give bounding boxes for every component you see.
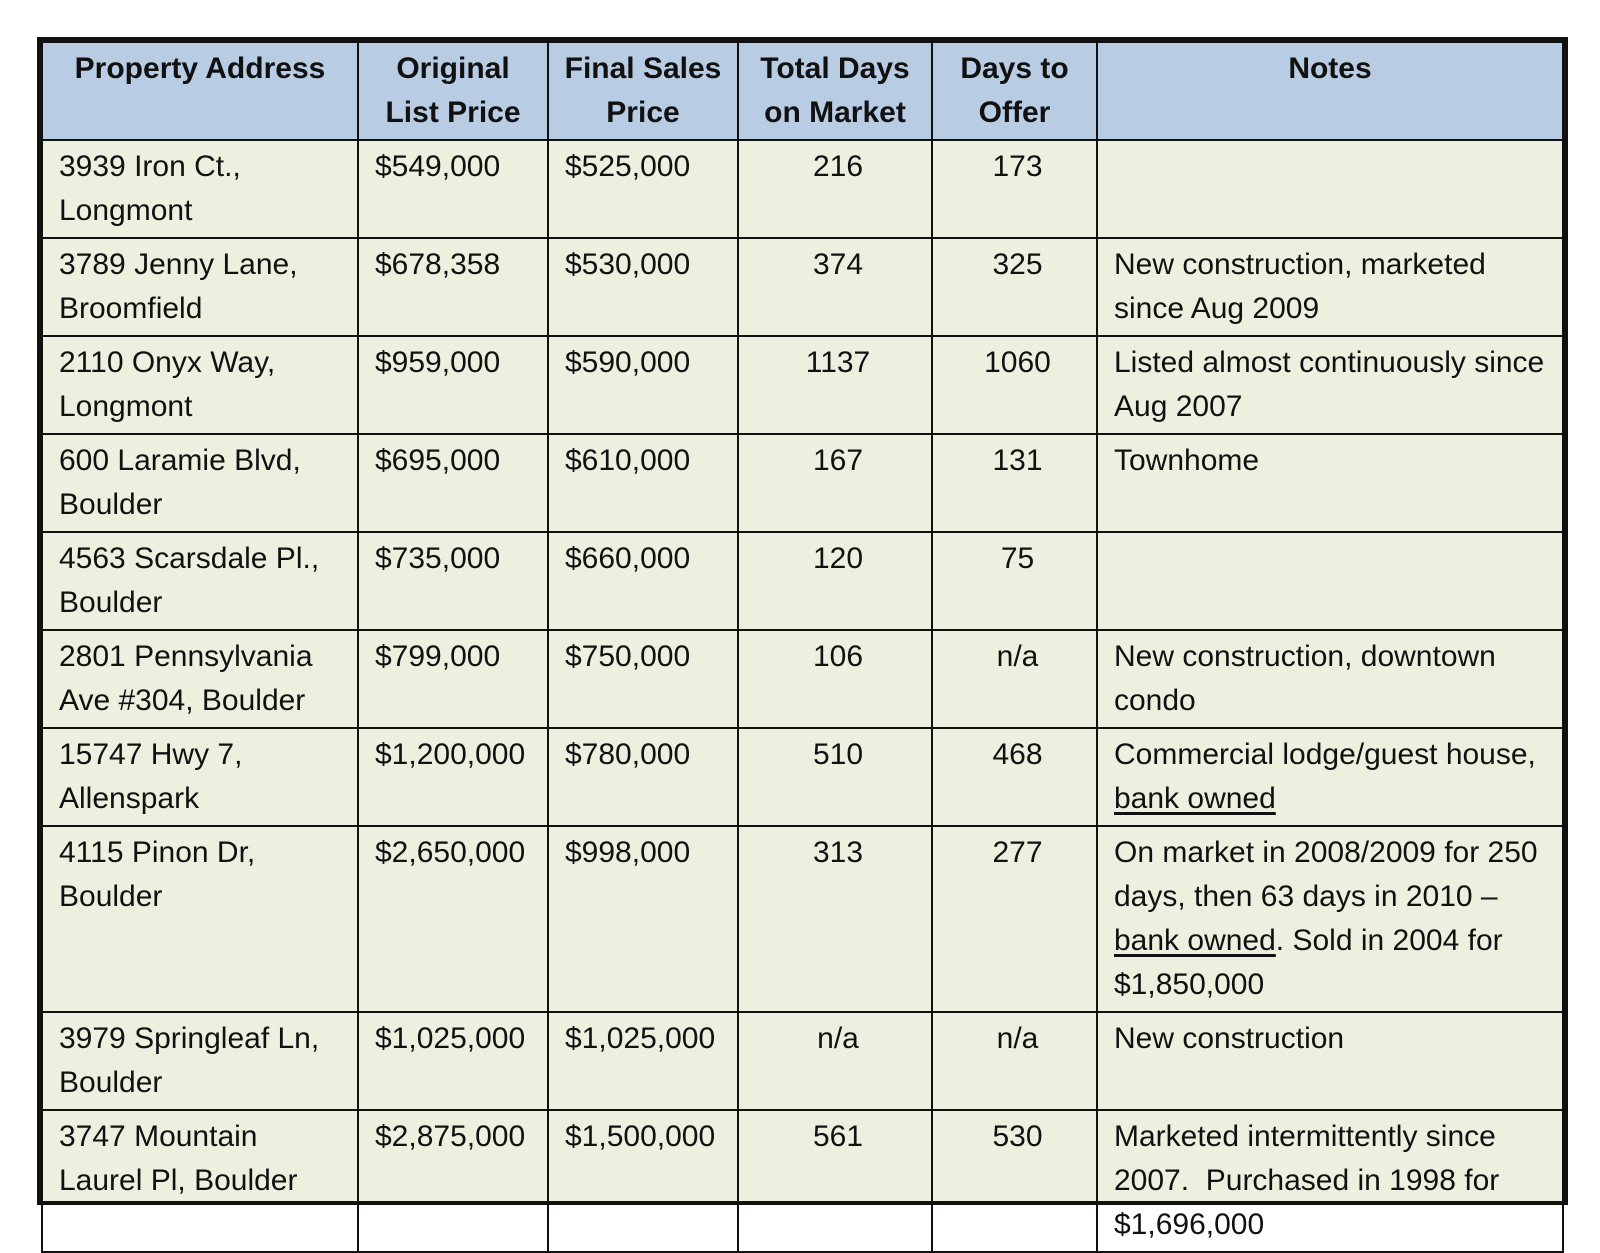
sales-table [41,41,1564,1253]
cell-days-to-offer: n/a [932,630,1097,728]
table-row [42,434,1563,532]
cell-total-days-on-market: 167 [738,434,932,532]
cell-notes: New construction [1097,1012,1563,1110]
cell-final-sales-price: $1,500,000 [548,1110,738,1252]
cell-original-list-price: $549,000 [358,140,548,238]
cell-notes: Townhome [1097,434,1563,532]
cell-days-to-offer: 277 [932,826,1097,1012]
cell-final-sales-price: $998,000 [548,826,738,1012]
cell-final-sales-price: $525,000 [548,140,738,238]
cell-address: 3747 Mountain Laurel Pl, Boulder [42,1110,358,1252]
cell-total-days-on-market: 374 [738,238,932,336]
cell-days-to-offer: n/a [932,1012,1097,1110]
cell-final-sales-price: $590,000 [548,336,738,434]
cell-notes: Listed almost continuously since Aug 2007 [1097,336,1563,434]
notes-text: Commercial lodge/guest house, [1114,738,1536,771]
cell-days-to-offer: 530 [932,1110,1097,1252]
cell-total-days-on-market: 106 [738,630,932,728]
cell-days-to-offer: 131 [932,434,1097,532]
cell-address: 3789 Jenny Lane, Broomfield [42,238,358,336]
notes-underlined-text: bank owned [1114,924,1276,957]
header-property-address: Property Address [42,42,358,140]
table-row [42,140,1563,238]
cell-original-list-price: $959,000 [358,336,548,434]
cell-address: 3979 Springleaf Ln, Boulder [42,1012,358,1110]
notes-text: On market in 2008/2009 for 250 days, then 63 days in 2010 – [1114,836,1538,913]
cell-original-list-price: $1,200,000 [358,728,548,826]
cell-days-to-offer: 1060 [932,336,1097,434]
table-row [42,532,1563,630]
cell-original-list-price: $1,025,000 [358,1012,548,1110]
cell-days-to-offer: 75 [932,532,1097,630]
header-days-to-offer: Days to Offer [932,42,1097,140]
cell-total-days-on-market: 216 [738,140,932,238]
cell-total-days-on-market: n/a [738,1012,932,1110]
table-row [42,1110,1563,1252]
property-sales-table [37,37,1568,1241]
table-row [42,826,1563,1012]
cell-notes [1097,826,1563,1012]
cell-notes: Marketed intermittently since 2007. Purchased in 1998 for $1,696,000 [1097,1110,1563,1252]
cell-total-days-on-market: 313 [738,826,932,1012]
cell-final-sales-price: $660,000 [548,532,738,630]
header-final-sales-price: Final Sales Price [548,42,738,140]
header-total-days-on-market: Total Days on Market [738,42,932,140]
cell-final-sales-price: $750,000 [548,630,738,728]
cell-address: 15747 Hwy 7, Allenspark [42,728,358,826]
cell-original-list-price: $695,000 [358,434,548,532]
cell-days-to-offer: 173 [932,140,1097,238]
cell-final-sales-price: $530,000 [548,238,738,336]
header-row [42,42,1563,140]
cell-original-list-price: $2,650,000 [358,826,548,1012]
cell-address: 600 Laramie Blvd, Boulder [42,434,358,532]
cell-notes [1097,728,1563,826]
cell-address: 4115 Pinon Dr, Boulder [42,826,358,1012]
cell-original-list-price: $678,358 [358,238,548,336]
table-row [42,336,1563,434]
header-original-list-price: Original List Price [358,42,548,140]
table-row [42,630,1563,728]
cell-total-days-on-market: 510 [738,728,932,826]
cell-notes: New construction, downtown condo [1097,630,1563,728]
cell-total-days-on-market: 561 [738,1110,932,1252]
notes-underlined-text: bank owned [1114,782,1276,815]
cell-original-list-price: $735,000 [358,532,548,630]
cell-notes [1097,140,1563,238]
cell-days-to-offer: 325 [932,238,1097,336]
cell-address: 2110 Onyx Way, Longmont [42,336,358,434]
cell-original-list-price: $2,875,000 [358,1110,548,1252]
cell-final-sales-price: $780,000 [548,728,738,826]
cell-notes: New construction, marketed since Aug 2009 [1097,238,1563,336]
cell-address: 2801 Pennsylvania Ave #304, Boulder [42,630,358,728]
cell-notes [1097,532,1563,630]
header-notes: Notes [1097,42,1563,140]
cell-address: 4563 Scarsdale Pl., Boulder [42,532,358,630]
cell-final-sales-price: $1,025,000 [548,1012,738,1110]
cell-address: 3939 Iron Ct., Longmont [42,140,358,238]
cell-original-list-price: $799,000 [358,630,548,728]
cell-total-days-on-market: 120 [738,532,932,630]
cell-final-sales-price: $610,000 [548,434,738,532]
cell-total-days-on-market: 1137 [738,336,932,434]
table-row [42,1012,1563,1110]
cell-days-to-offer: 468 [932,728,1097,826]
notes-text: . Sold in 2004 for $1,850,000 [1114,924,1503,1001]
table-row [42,238,1563,336]
table-row [42,728,1563,826]
